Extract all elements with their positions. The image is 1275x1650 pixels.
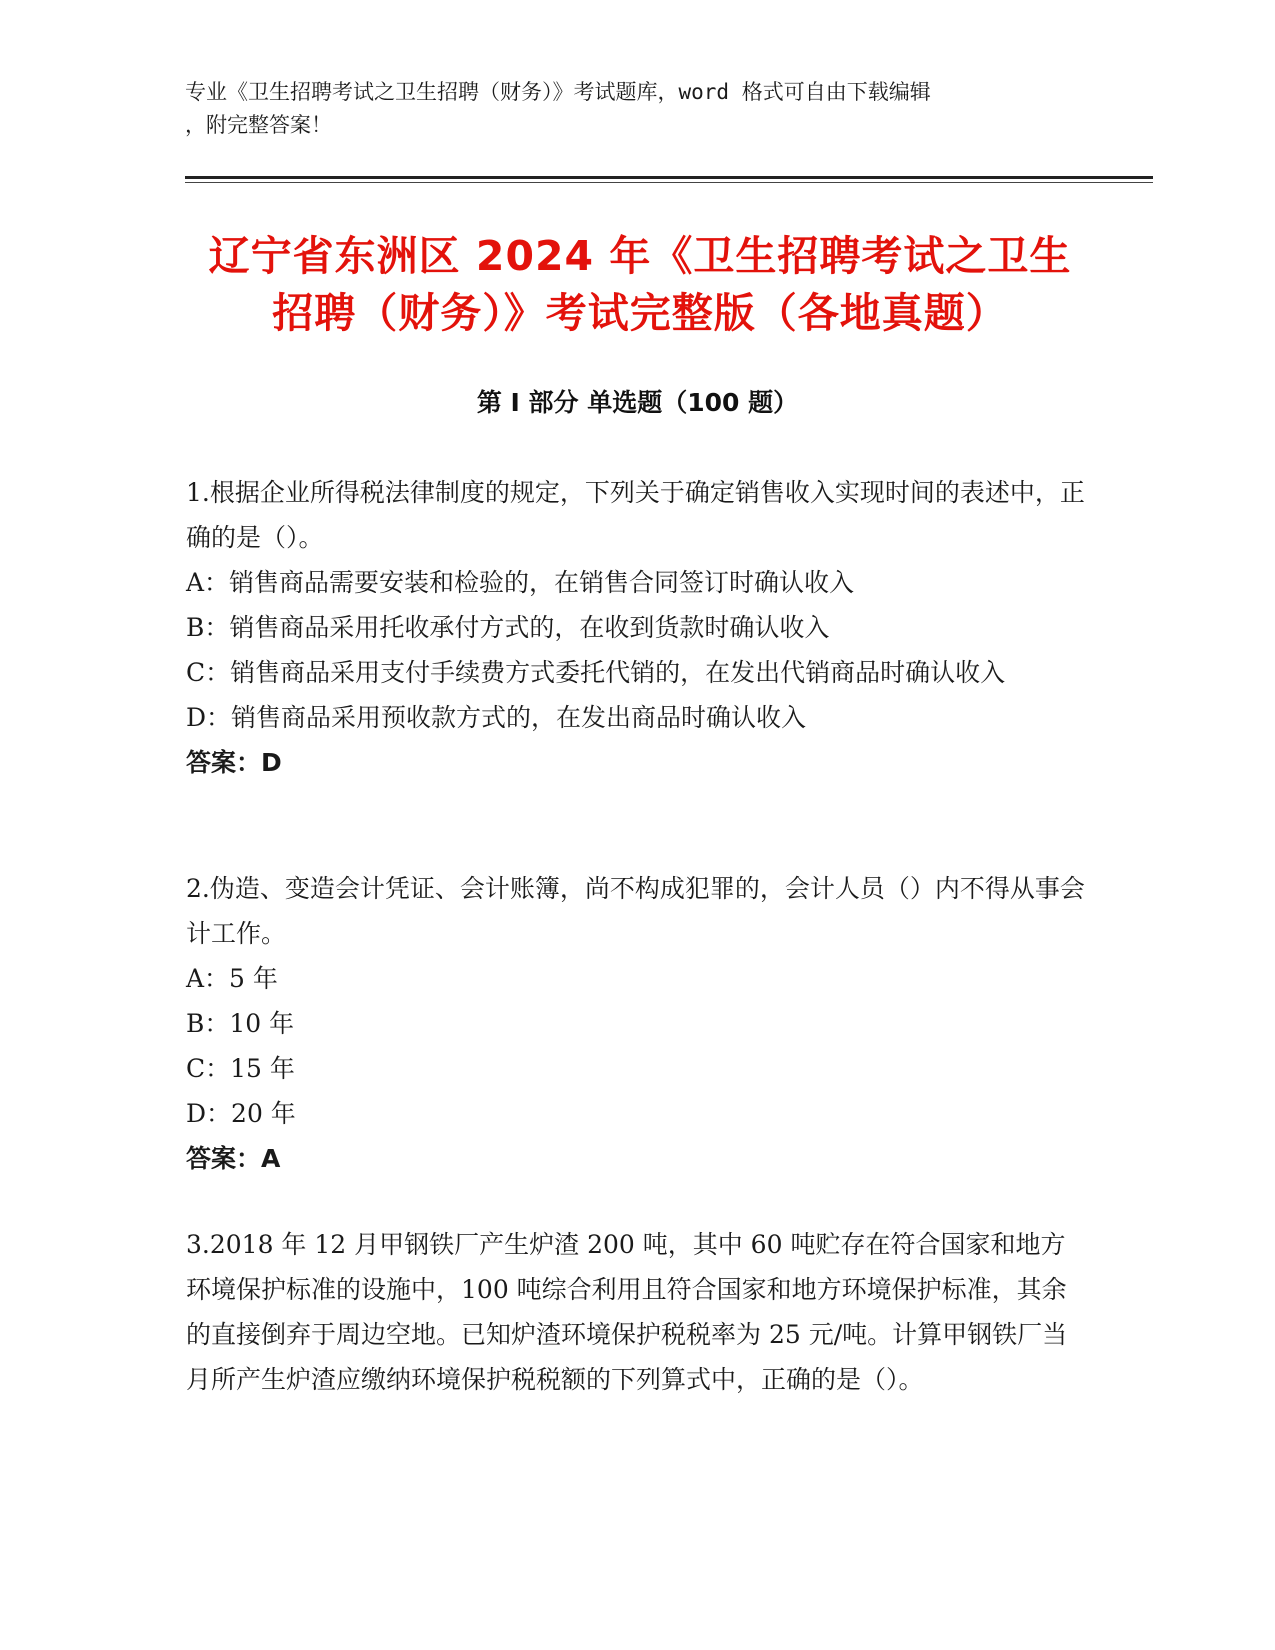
header-note-line: 专业《卫生招聘考试之卫生招聘（财务）》考试题库，word 格式可自由下载编辑: [185, 80, 931, 104]
option-a: A：5 年: [186, 964, 278, 993]
option-c: C：销售商品采用支付手续费方式委托代销的，在发出代销商品时确认收入: [186, 658, 1006, 687]
header-divider-thin: [185, 182, 1153, 183]
question-text: 1.根据企业所得税法律制度的规定，下列关于确定销售收入实现时间的表述中，正确的是（）。: [186, 478, 1085, 552]
document-title-line: 辽宁省东洲区 2024 年《卫生招聘考试之卫生: [208, 232, 1072, 280]
document-title-line: 招聘（财务）》考试完整版（各地真题）: [272, 289, 1008, 337]
option-b: B：10 年: [186, 1009, 295, 1038]
answer-label: 答案：D: [186, 748, 282, 777]
header-divider-thick: [185, 176, 1153, 179]
document-title: [180, 228, 1100, 342]
question-block: [186, 866, 1086, 1182]
option-d: D：销售商品采用预收款方式的，在发出商品时确认收入: [186, 703, 807, 732]
header-note: [185, 76, 1065, 142]
option-c: C：15 年: [186, 1054, 295, 1083]
question-block: [186, 470, 1086, 786]
option-d: D：20 年: [186, 1099, 296, 1128]
question-text: 2.伪造、变造会计凭证、会计账簿，尚不构成犯罪的，会计人员（）内不得从事会计工作。: [186, 874, 1085, 948]
question-block: [186, 1222, 1086, 1402]
header-note-line: ，附完整答案！: [185, 113, 332, 137]
question-text: 3.2018 年 12 月甲钢铁厂产生炉渣 200 吨，其中 60 吨贮存在符合国家和地方环境保护标准的设施中，100 吨综合利用且符合国家和地方环境保护标准，其余的直接倒弃于周边空地。已知炉渣环境保护税税率为 25 元/吨。计算甲钢铁厂当月所产生炉渣应缴纳环境保护税税额的下列算式中，正确的是（）。: [186, 1230, 1068, 1394]
answer-label: 答案：A: [186, 1144, 281, 1173]
option-a: A：销售商品需要安装和检验的，在销售合同签订时确认收入: [186, 568, 855, 597]
section-title: 第 I 部分 单选题（100 题）: [476, 388, 799, 417]
option-b: B：销售商品采用托收承付方式的，在收到货款时确认收入: [186, 613, 830, 642]
